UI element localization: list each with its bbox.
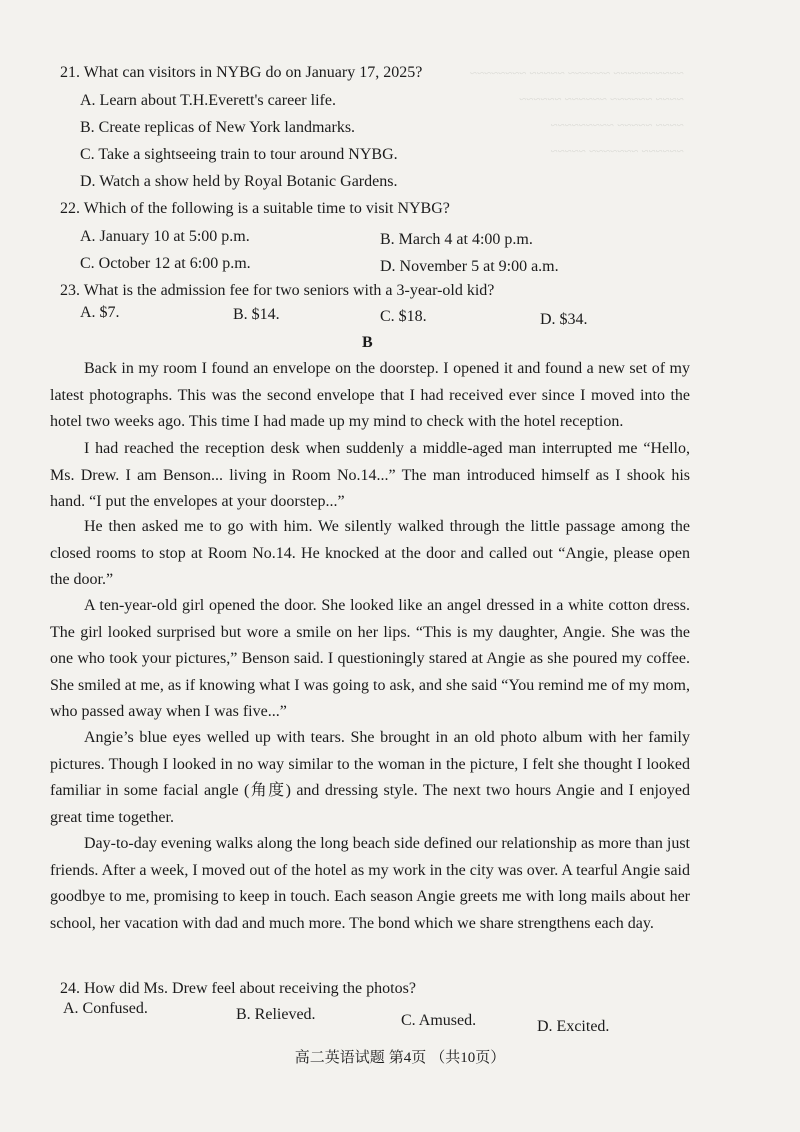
- question-21-stem: 21. What can visitors in NYBG do on January 17, 2025?: [60, 64, 423, 81]
- passage-paragraph-1: Back in my room I found an envelope on the doorstep. I opened it and found a new set of my latest photographs. This was the second envelope that I had received ever since I moved into the hotel two weeks ago. This time I had made up my mind to check with the hotel reception.: [50, 360, 690, 430]
- question-24-option-d: D. Excited.: [537, 1018, 610, 1035]
- question-21-option-b: B. Create replicas of New York landmarks.: [80, 119, 356, 136]
- question-23-option-a: A. $7.: [80, 304, 120, 321]
- footer-total-pages: （共10页）: [430, 1050, 506, 1066]
- passage-paragraph-4: A ten-year-old girl opened the door. She looked like an angel dressed in a white cotton dress. The girl looked surprised but wore a smile on her lips. “This is my daughter, Angie. She was the one who took your pictures,” Benson said. I questioningly stared at Angie as she poured my coffee. She smiled at me, as if knowing what I was going to ask, and she said “You remind me of my mom, who passed away when I was five...”: [50, 597, 690, 720]
- bleed-through-shadow: ~~~~~~~~~~ ~~~~~~ ~~~~~ ~~~~~~~~ ~~~~ ~~~~~~ ~~~~~~ ~~~~~~ ~~~~ ~~~~~ ~~~~~~~~~ ~~~~~~ ~~~~~~~ ~~~~~: [470, 65, 684, 158]
- question-22-stem: 22. Which of the following is a suitable time to visit NYBG?: [60, 200, 450, 217]
- question-24-stem: 24. How did Ms. Drew feel about receiving the photos?: [60, 980, 416, 997]
- passage-paragraph-6: Day-to-day evening walks along the long beach side defined our relationship as more than just friends. After a week, I moved out of the hotel as my work in the city was over. A tearful Angie said goodbye to me, promising to keep in touch. Each season Angie greets me with long mails about her school, her vacation with dad and much more. The bond which we share strengthens each day.: [50, 835, 690, 932]
- question-21-option-a: A. Learn about T.H.Everett's career life.: [80, 92, 336, 109]
- question-24-option-c: C. Amused.: [401, 1012, 477, 1029]
- question-24-option-a: A. Confused.: [63, 1000, 148, 1017]
- question-21-option-c: C. Take a sightseeing train to tour around NYBG.: [80, 146, 398, 163]
- question-22-option-c: C. October 12 at 6:00 p.m.: [80, 255, 251, 272]
- question-21-option-d: D. Watch a show held by Royal Botanic Gardens.: [80, 173, 398, 190]
- question-23-option-b: B. $14.: [233, 306, 280, 323]
- footer-title: 高二英语试题: [294, 1050, 385, 1066]
- passage-paragraph-2: I had reached the reception desk when suddenly a middle-aged man interrupted me “Hello, Ms. Drew. I am Benson... living in Room No.14...” The man introduced himself as I shook his hand. “I put the envelopes at your doorstep...”: [50, 440, 690, 510]
- question-23-option-c: C. $18.: [380, 308, 427, 325]
- question-22-option-d: D. November 5 at 9:00 a.m.: [380, 258, 559, 275]
- question-23-option-d: D. $34.: [540, 311, 588, 328]
- question-23-stem: 23. What is the admission fee for two seniors with a 3-year-old kid?: [60, 282, 495, 299]
- page-footer: [0, 1046, 800, 1067]
- passage-paragraph-5: Angie’s blue eyes welled up with tears. She brought in an old photo album with her family pictures. Though I looked in no way similar to the woman in the picture, I felt she thought I looked familiar in some facial angle (角度) and dressing style. The next two hours Angie and I enjoyed great time together.: [50, 729, 690, 826]
- question-22-option-b: B. March 4 at 4:00 p.m.: [380, 231, 533, 248]
- passage-paragraph-3: He then asked me to go with him. We silently walked through the little passage among the closed rooms to stop at Room No.14. He knocked at the door and called out “Angie, please open the door.”: [50, 518, 690, 588]
- footer-page-number: 第4页: [388, 1050, 427, 1066]
- question-22-option-a: A. January 10 at 5:00 p.m.: [80, 228, 250, 245]
- section-b-heading: B: [362, 334, 373, 351]
- question-24-option-b: B. Relieved.: [236, 1006, 316, 1023]
